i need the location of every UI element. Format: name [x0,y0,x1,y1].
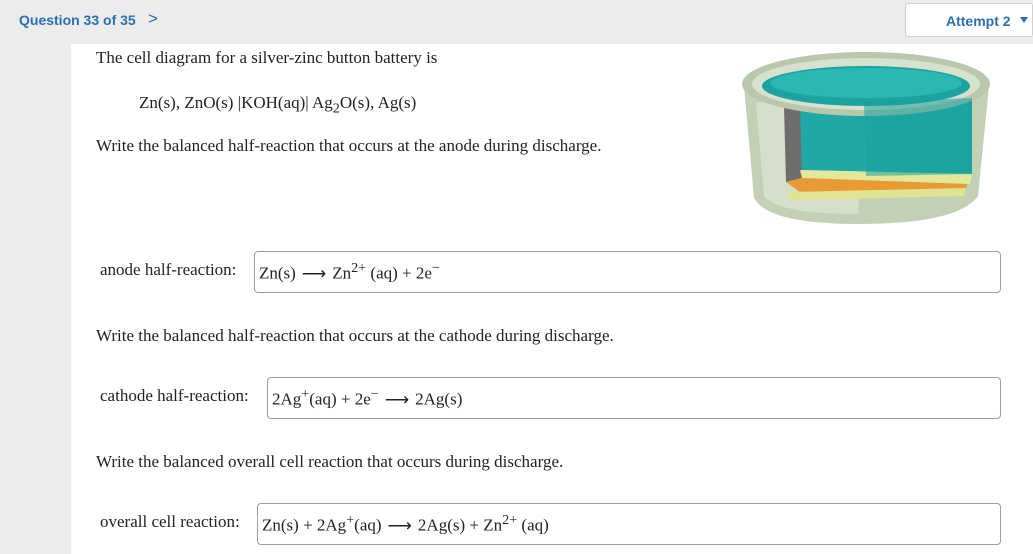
cathode-r1-sup: + [301,386,310,402]
overall-r-rest: (aq) [354,515,382,535]
cell-diagram-left: Zn(s), ZnO(s) |KOH(aq)| Ag [139,93,333,112]
caret-down-icon [1020,17,1028,23]
question-panel [71,44,1033,554]
question-counter: Question 33 of 35 [19,12,136,28]
anode-electron-sup: − [431,260,440,276]
prompt-cathode: Write the balanced half-reaction that occurs at the cathode during discharge. [96,326,614,345]
button-battery-image [738,46,994,224]
cell-diagram [139,93,416,117]
overall-r-lead: Zn(s) + 2Ag [262,515,347,535]
top-bar [0,0,1033,44]
overall-p-sup: 2+ [502,512,518,528]
arrow-icon: ⟶ [387,515,412,535]
cell-diagram-right: O(s), Ag(s) [339,93,417,112]
cathode-label: cathode half-reaction: [100,386,249,405]
overall-r-sup: + [346,512,355,528]
anode-reactants: Zn(s) [259,263,296,283]
cell-diagram-subscript: 2 [332,100,340,117]
prompt-overall: Write the balanced overall cell reaction that occurs during discharge. [96,452,564,471]
arrow-icon: ⟶ [384,389,410,409]
question-intro: The cell diagram for a silver-zinc button battery is [96,48,438,67]
overall-answer-field[interactable] [257,503,1001,545]
prompt-anode: Write the balanced half-reaction that occurs at the anode during discharge. [96,136,602,155]
cathode-r1-base: 2Ag [272,389,302,409]
attempt-label: Attempt 2 [946,13,1011,29]
anode-label: anode half-reaction: [100,260,237,279]
overall-p-lead: 2Ag(s) + Zn [417,515,503,535]
overall-p-rest: (aq) [517,515,549,535]
cathode-r1-rest: (aq) + 2e [309,389,371,409]
overall-label: overall cell reaction: [100,512,240,531]
arrow-icon: ⟶ [301,263,327,283]
attempt-dropdown[interactable] [905,3,1033,37]
cathode-answer-field[interactable] [267,377,1001,419]
next-question-button[interactable]: > [148,9,158,28]
anode-p1-sup: 2+ [351,260,367,276]
anode-p1-base: Zn [332,263,352,283]
anode-p1-rest: (aq) + 2e [366,263,432,283]
cathode-products: 2Ag(s) [415,389,463,409]
cathode-electron-sup: − [370,386,379,402]
anode-answer-field[interactable] [254,251,1001,293]
